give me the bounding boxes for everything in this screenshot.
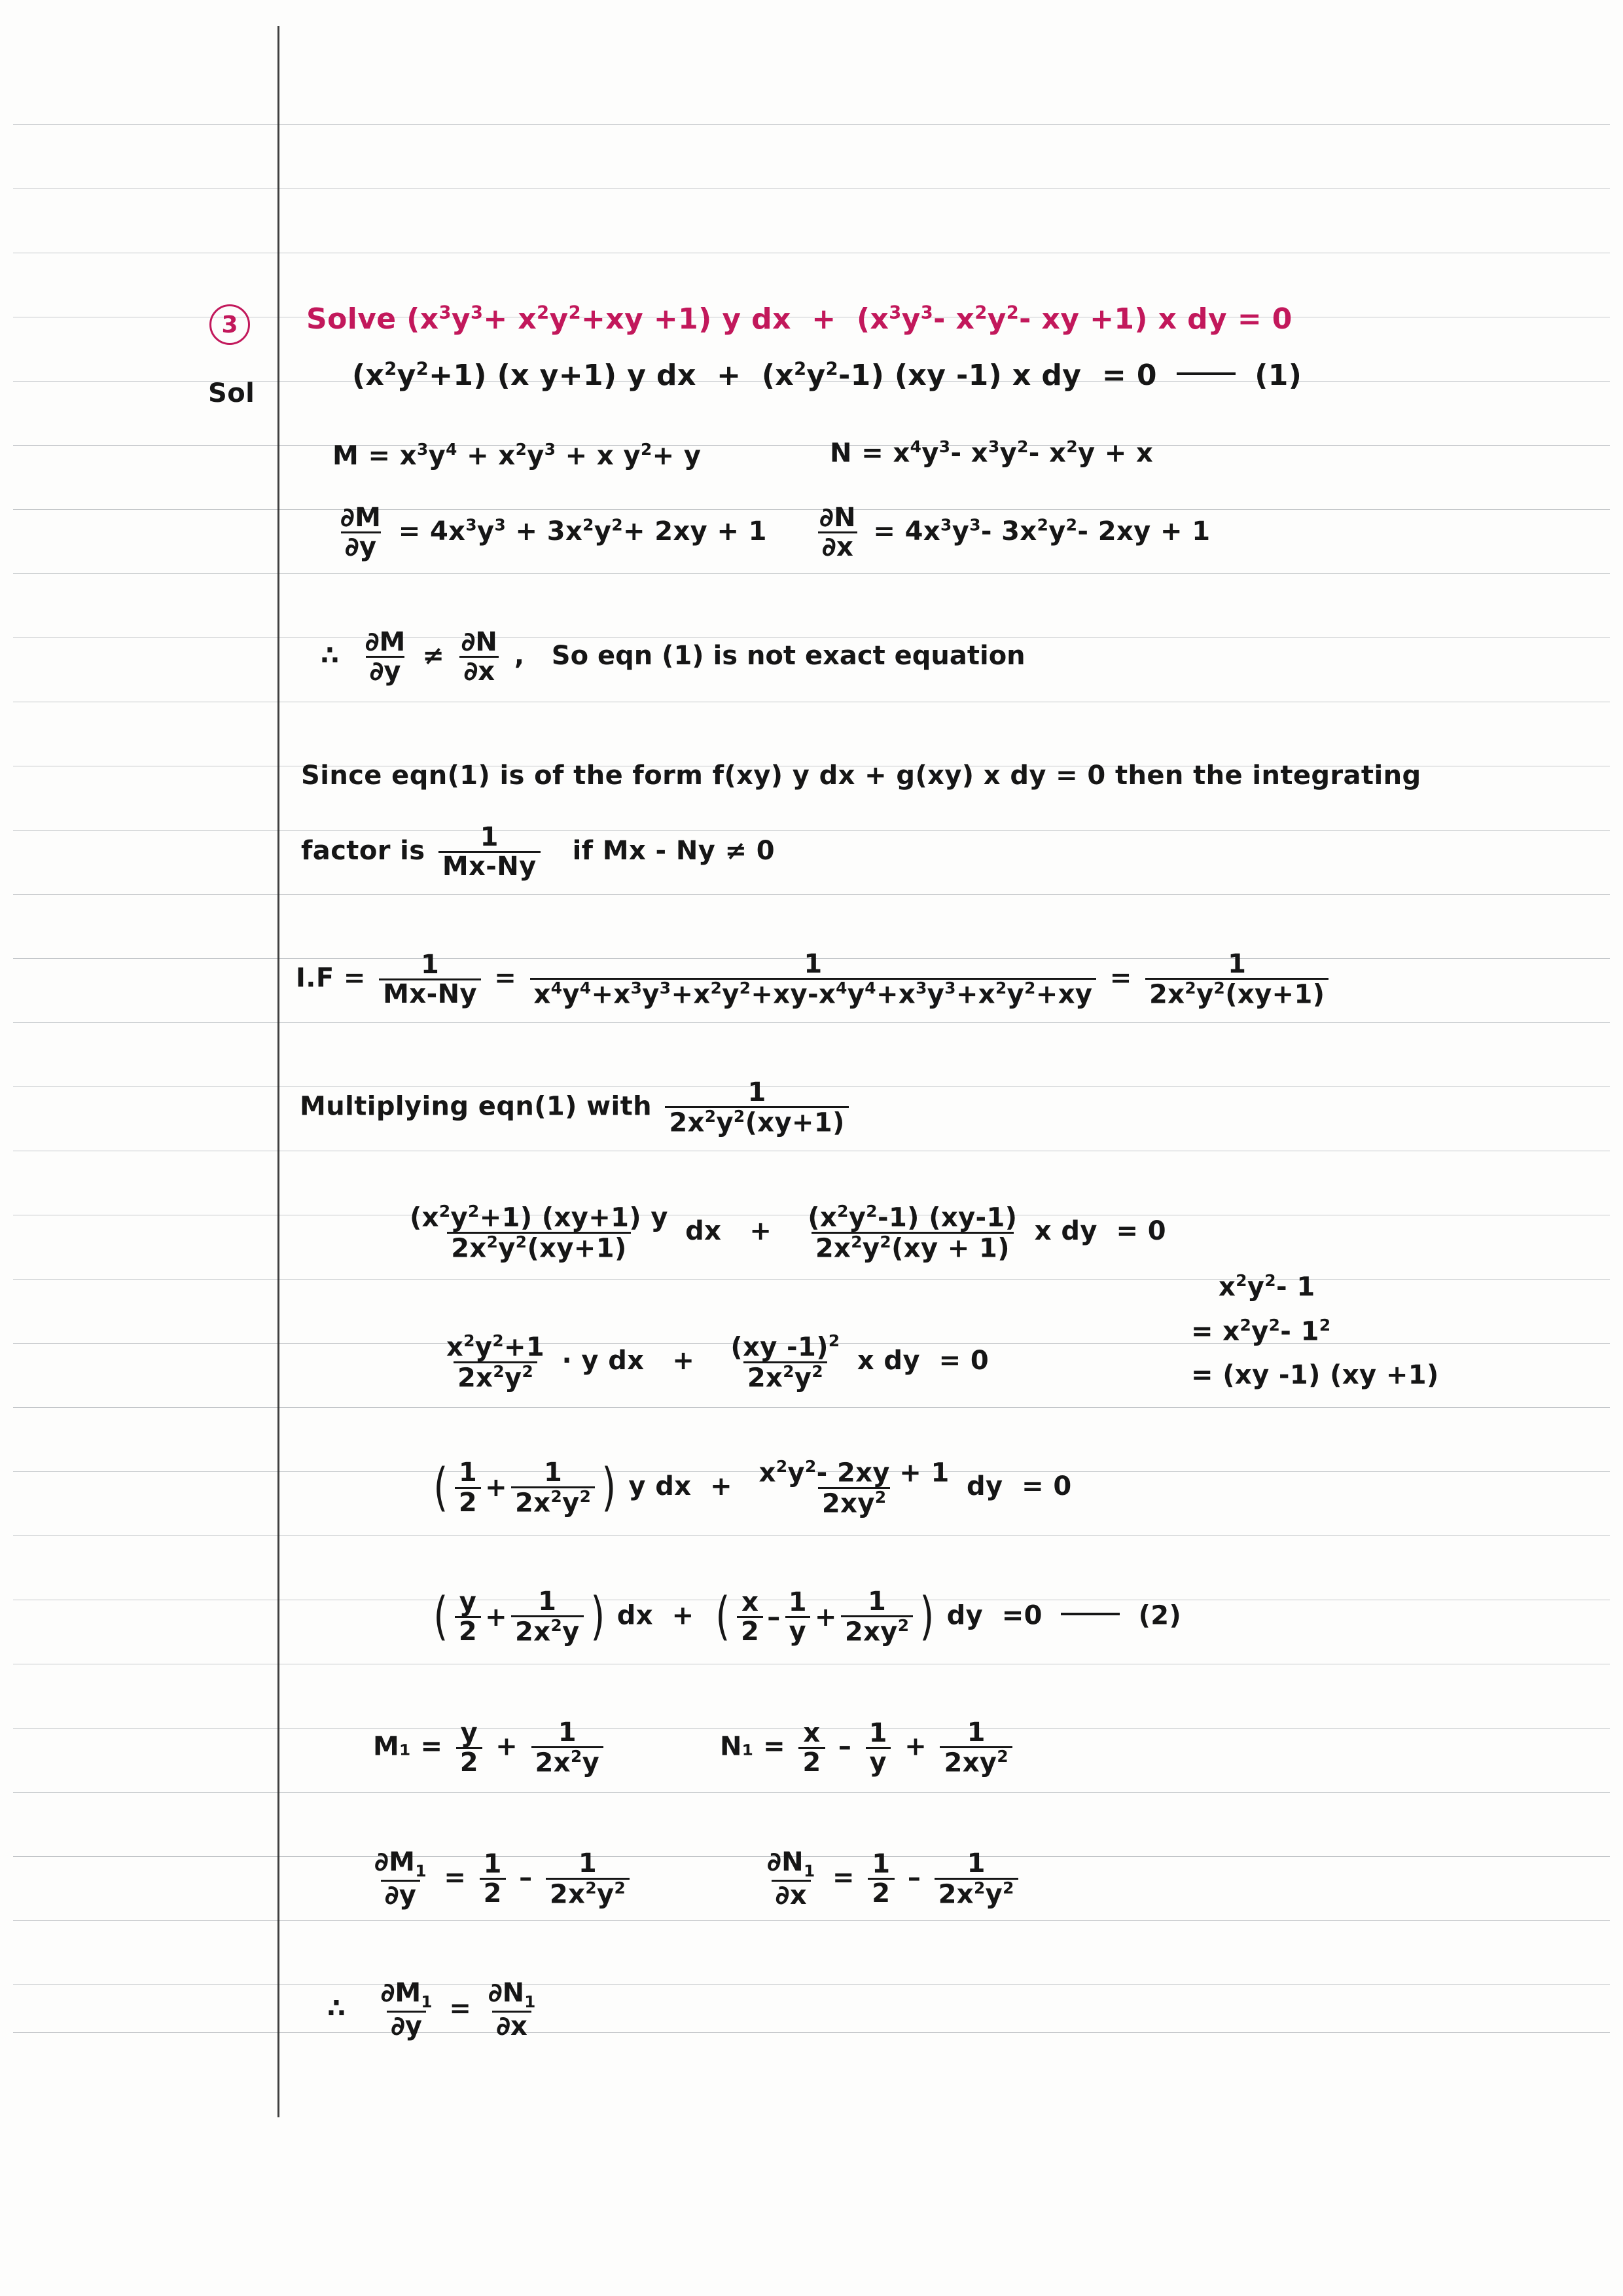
- simplified-equation: $\frac{x^2y^2+1}{2x^2y^2}$ · y dx + $\frac{(xy -1)^2}{2x^2y^2}$ x dy = 0: [438, 1333, 989, 1391]
- simplified-left-fraction: $\frac{x^2y^2+1}{2x^2y^2}$: [446, 1331, 545, 1393]
- if-result-fraction: $\frac{1}{2x^2y^2(xy+1)}$: [1145, 950, 1329, 1009]
- N1-label: N₁ =: [720, 1731, 786, 1762]
- prompt-body: $(x^3y^3+ x^2y^2+xy +1)$ y dx + ($x^3y^3-$ $x^2y^2-$ xy +1) x dy = 0: [406, 302, 1293, 336]
- inv-2x2y2-fraction: $\frac{1}{2x^2y^2}$: [546, 1850, 630, 1908]
- multiply-text: Multiplying eqn(1) with: [300, 1091, 652, 1122]
- N-definition: $N = x^4y^3-$ $x^3y^2-$ $x^2y + x$: [830, 437, 1154, 469]
- partial-M1-y: $\frac{\partial M_1}{\partial y}$ = $\frac{1}{2}$ – $\frac{1}{2x^2y^2}$: [366, 1848, 633, 1910]
- dN1-dx-fraction: $\frac{\partial N_1}{\partial x}$: [488, 1978, 536, 2042]
- multiply-factor-fraction: $\frac{1}{2x^2y^2(xy+1)}$: [665, 1079, 848, 1137]
- question-prompt: [306, 302, 1293, 336]
- inv-2xy2-fraction: $\frac{1}{2xy^2}$: [841, 1588, 914, 1646]
- rule-line: [13, 1022, 1610, 1023]
- factor-text: factor is: [301, 835, 425, 866]
- expanded-right-fraction: $\frac{x^2y^2- 2xy + 1}{2xy^2}$: [758, 1457, 950, 1519]
- question-number: 3: [209, 304, 250, 345]
- side-note-line3: = (xy -1) (xy +1): [1191, 1360, 1439, 1390]
- N1-definition: N₁ = $\frac{x}{2}$ – $\frac{1}{y}$ + $\frac{1}{2xy^2}$: [720, 1719, 1016, 1777]
- eq2-left-group: ( $\frac{y}{2}$ + $\frac{1}{2x^2y}$ ): [433, 1587, 605, 1647]
- rule-line: [13, 1920, 1610, 1921]
- expanded-equation: ( $\frac{1}{2}$ + $\frac{1}{2x^2y^2}$ ) y dx + $\frac{x^2y^2- 2xy + 1}{2xy^2}$ dy = 0: [431, 1458, 1072, 1517]
- multiplied-equation: $\frac{(x^2y^2+1) (xy+1) y}{2x^2y^2(xy+1)}$ dx + $\frac{(x^2y^2-1) (xy-1)}{2x^2y^2(xy + 1)}$ x dy = 0: [402, 1203, 1166, 1262]
- integrating-factor-line: I.F = $\frac{1}{Mx-Ny}$ = $\frac{1}{x^4y^4+x^3y^3+x^2y^2+xy-x^4y^4+x^3y^3+x^2y^2+xy}$ = $\frac{1}{2x^2y^2(xy+1)}$: [296, 950, 1332, 1009]
- y-over-2-fraction: $\frac{y}{2}$: [456, 1719, 482, 1777]
- M1-label: M₁ =: [373, 1731, 443, 1762]
- therefore-symbol: ∴: [321, 640, 339, 671]
- M1-definition: M₁ = $\frac{y}{2}$ + $\frac{1}{2x^2y}$: [373, 1719, 607, 1777]
- half-fraction: $\frac{1}{2}$: [868, 1850, 894, 1908]
- if-condition: if Mx - Ny ≠ 0: [572, 835, 776, 866]
- equation-1-tag: (1): [1255, 359, 1302, 392]
- if-denom-long: $x^4y^4+x^3y^3+x^2y^2+xy-x^4y^4+x^3y^3+x^2y^2+xy$: [530, 978, 1097, 1009]
- partial-N1-x: $\frac{\partial N_1}{\partial x}$ = $\frac{1}{2}$ – $\frac{1}{2x^2y^2}$: [759, 1848, 1022, 1910]
- partial-N-x: $\frac{\partial N}{\partial x}$ = $4x^3y^3-$ $3x^2y^2-$ 2xy + 1: [812, 504, 1210, 562]
- equation-1: $(x^2y^2+1)$ (x y+1) y dx + $(x^2y^2-1)$ (xy -1) x dy = 0 (1): [352, 359, 1302, 392]
- rule-line: [13, 445, 1610, 446]
- dM-dy-fraction: $\frac{\partial M}{\partial y}$: [365, 627, 406, 687]
- if-fraction-1: $\frac{1}{Mx-Ny}$: [379, 951, 481, 1009]
- dN1-dx-fraction: $\frac{\partial N_1}{\partial x}$: [767, 1847, 815, 1911]
- side-note-line2: = $x^2y^2-$ $1^2$: [1191, 1316, 1331, 1347]
- half-fraction: $\frac{1}{2}$: [455, 1459, 481, 1516]
- dM1-dy-fraction: $\frac{\partial M_1}{\partial y}$: [374, 1847, 427, 1911]
- rule-line: [13, 1407, 1610, 1408]
- rule-line: [13, 573, 1610, 574]
- inv-y-fraction: $\frac{1}{y}$: [865, 1719, 891, 1777]
- partial-M-y: $\frac{\partial M}{\partial y}$ = $4x^3y^3 + 3x^2y^2+ 2xy + 1$: [332, 504, 767, 562]
- form-note-line1: Since eqn(1) is of the form f(xy) y dx + g(xy) x dy = 0 then the integrating: [301, 761, 1421, 791]
- inv-y-fraction: $\frac{1}{y}$: [785, 1588, 811, 1646]
- left-bracket-group: ( $\frac{1}{2}$ + $\frac{1}{2x^2y^2}$ ): [433, 1457, 616, 1518]
- solution-label: Sol: [208, 378, 255, 408]
- dN-dx-fraction: $\frac{\partial N}{\partial x}$: [457, 628, 501, 686]
- not-exact-statement: ∴ $\frac{\partial M}{\partial y}$ ≠ $\frac{\partial N}{\partial x}$ , So eqn (1) is not exact equation: [321, 627, 1026, 687]
- rule-line: [13, 830, 1610, 831]
- prompt-prefix: Solve: [306, 302, 397, 336]
- inv-2x2y-fraction: $\frac{1}{2x^2y}$: [531, 1719, 604, 1777]
- rule-line: [13, 1279, 1610, 1280]
- M-definition: $M = x^3y^4 + x^2y^3 + x$ $y^2+ y$: [332, 440, 702, 471]
- if-label: I.F =: [296, 963, 366, 994]
- dM-dy-fraction: $\frac{\partial M}{\partial y}$: [340, 503, 382, 563]
- form-note-line2: [301, 823, 775, 881]
- equation-2-tag: (2): [1138, 1600, 1182, 1631]
- inv-2x2y2-fraction: $\frac{1}{2x^2y^2}$: [511, 1459, 595, 1517]
- rule-line: [13, 1535, 1610, 1536]
- multiply-factor-denom: $2x^2y^2(xy+1)$: [665, 1106, 848, 1137]
- inv-2xy2-fraction: $\frac{1}{2xy^2}$: [940, 1719, 1012, 1777]
- rule-line: [13, 1792, 1610, 1793]
- inv-2x2y2-fraction: $\frac{1}{2x^2y^2}$: [935, 1850, 1018, 1908]
- rule-line: [13, 894, 1610, 895]
- final-conclusion: ∴ $\frac{\partial M_1}{\partial y}$ = $\frac{\partial N_1}{\partial x}$: [327, 1979, 543, 2041]
- eq2-right-group: ( $\frac{x}{2}$ – $\frac{1}{y}$ + $\frac{1}{2xy^2}$ ): [715, 1587, 935, 1647]
- simplified-right-fraction: $\frac{(xy -1)^2}{2x^2y^2}$: [730, 1331, 840, 1393]
- rule-line: [13, 2032, 1610, 2033]
- rule-line: [13, 188, 1610, 189]
- not-exact-text: So eqn (1) is not exact equation: [551, 640, 1026, 671]
- inv-2x2y-fraction: $\frac{1}{2x^2y}$: [511, 1588, 584, 1646]
- dN-dx-fraction: $\frac{\partial N}{\partial x}$: [815, 504, 860, 562]
- x-over-2-fraction: $\frac{x}{2}$: [737, 1588, 763, 1646]
- rule-line: [13, 124, 1610, 125]
- not-equal-symbol: ≠: [422, 640, 444, 671]
- if-denom-1: Mx-Ny: [379, 978, 481, 1008]
- equation-2: ( $\frac{y}{2}$ + $\frac{1}{2x^2y}$ ) dx + ( $\frac{x}{2}$ – $\frac{1}{y}$ + $\frac{1}{2xy^2}$ ) dy =0 (2): [431, 1588, 1181, 1646]
- margin-rule: [277, 26, 279, 2117]
- mult-right-fraction: $\frac{(x^2y^2-1) (xy-1)}{2x^2y^2(xy + 1)}$: [808, 1202, 1018, 1264]
- side-note-line1: $x^2y^2-$ 1: [1219, 1271, 1315, 1302]
- if-fraction: $\frac{1}{Mx-Ny}$: [438, 823, 541, 881]
- dM1-dy-fraction: $\frac{\partial M_1}{\partial y}$: [380, 1978, 433, 2042]
- y-over-2-fraction: $\frac{y}{2}$: [455, 1588, 481, 1646]
- tag-dash: [1061, 1613, 1120, 1615]
- rule-line: [13, 1984, 1610, 1985]
- therefore-symbol: ∴: [327, 1993, 346, 2024]
- tag-dash: [1177, 372, 1236, 375]
- half-fraction: $\frac{1}{2}$: [480, 1850, 506, 1908]
- x-over-2-fraction: $\frac{x}{2}$: [798, 1719, 825, 1777]
- multiply-statement: [300, 1079, 853, 1137]
- if-fraction-long: $\frac{1}{x^4y^4+x^3y^3+x^2y^2+xy-x^4y^4+x^3y^3+x^2y^2+xy}$: [530, 950, 1097, 1009]
- mult-left-fraction: $\frac{(x^2y^2+1) (xy+1) y}{2x^2y^2(xy+1)}$: [410, 1202, 668, 1264]
- if-result-denom: $2x^2y^2(xy+1)$: [1145, 978, 1329, 1009]
